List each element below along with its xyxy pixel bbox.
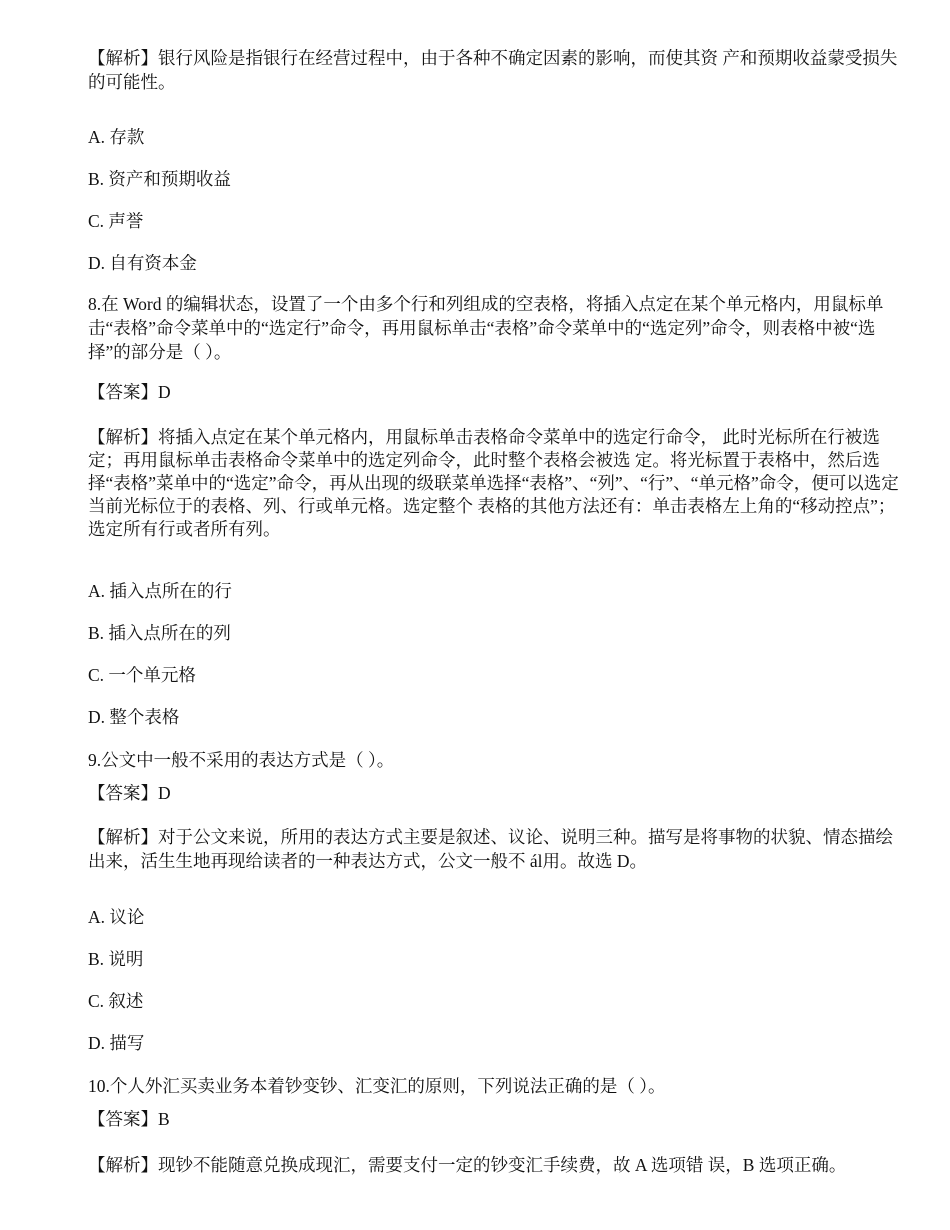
q9-option-c: C. 叙述	[88, 991, 144, 1011]
q7-option-b: B. 资产和预期收益	[88, 169, 231, 189]
q7-option-d: D. 自有资本金	[88, 253, 197, 273]
q9-option-a: A. 议论	[88, 907, 145, 927]
q8-option-c: C. 一个单元格	[88, 665, 196, 685]
q7-option-c: C. 声誉	[88, 211, 144, 231]
q7-explanation: 【解析】银行风险是指银行在经营过程中，由于各种不确定因素的影响，而使其资 产和预期收益蒙受损失的可能性。	[88, 48, 898, 92]
q9-explanation: 【解析】对于公文来说，所用的表达方式主要是叙述、议论、说明三种。描写是将事物的状貌、情态描绘出来，活生生地再现给读者的一种表达方式，公文一般不 ál用。故选 D。	[88, 827, 893, 871]
q9-question: 9.公文中一般不采用的表达方式是（ ）。	[88, 750, 395, 770]
q10-explanation: 【解析】现钞不能随意兑换成现汇，需要支付一定的钞变汇手续费，故 A 选项错 误，B 选项正确。	[88, 1155, 847, 1175]
q9-option-b: B. 说明	[88, 949, 144, 969]
q8-answer: 【答案】D	[88, 382, 171, 402]
q10-answer: 【答案】B	[88, 1109, 170, 1129]
q9-option-d: D. 描写	[88, 1033, 145, 1053]
q8-explanation: 【解析】将插入点定在某个单元格内，用鼠标单击表格命令菜单中的选定行命令， 此时光标所在行被选定；再用鼠标单击表格命令菜单中的选定列命令，此时整个表格会被选 定。将光标置于表格中，然后选择“表格”菜单中的“选定”命令，再从出现的级联菜单选择“表格”、“列”、“行”、“单元格”命令，便可以选定当前光标位于的表格、列、行或单元格。选定整个 表格的其他方法还有：单击表格左上角的“移动控点”；选定所有行或者所有列。	[88, 427, 899, 539]
q8-question: 8.在 Word 的编辑状态，设置了一个由多个行和列组成的空表格，将插入点定在某个单元格内，用鼠标单击“表格”命令菜单中的“选定行”命令，再用鼠标单击“表格”命令菜单中的“选定列”命令，则表格中被“选择”的部分是（ ）。	[88, 294, 884, 362]
q8-option-d: D. 整个表格	[88, 707, 180, 727]
q9-answer: 【答案】D	[88, 783, 171, 803]
q7-option-a: A. 存款	[88, 127, 145, 147]
q10-question: 10.个人外汇买卖业务本着钞变钞、汇变汇的原则，下列说法正确的是（ ）。	[88, 1076, 666, 1096]
q8-option-a: A. 插入点所在的行	[88, 581, 232, 601]
q8-option-b: B. 插入点所在的列	[88, 623, 231, 643]
